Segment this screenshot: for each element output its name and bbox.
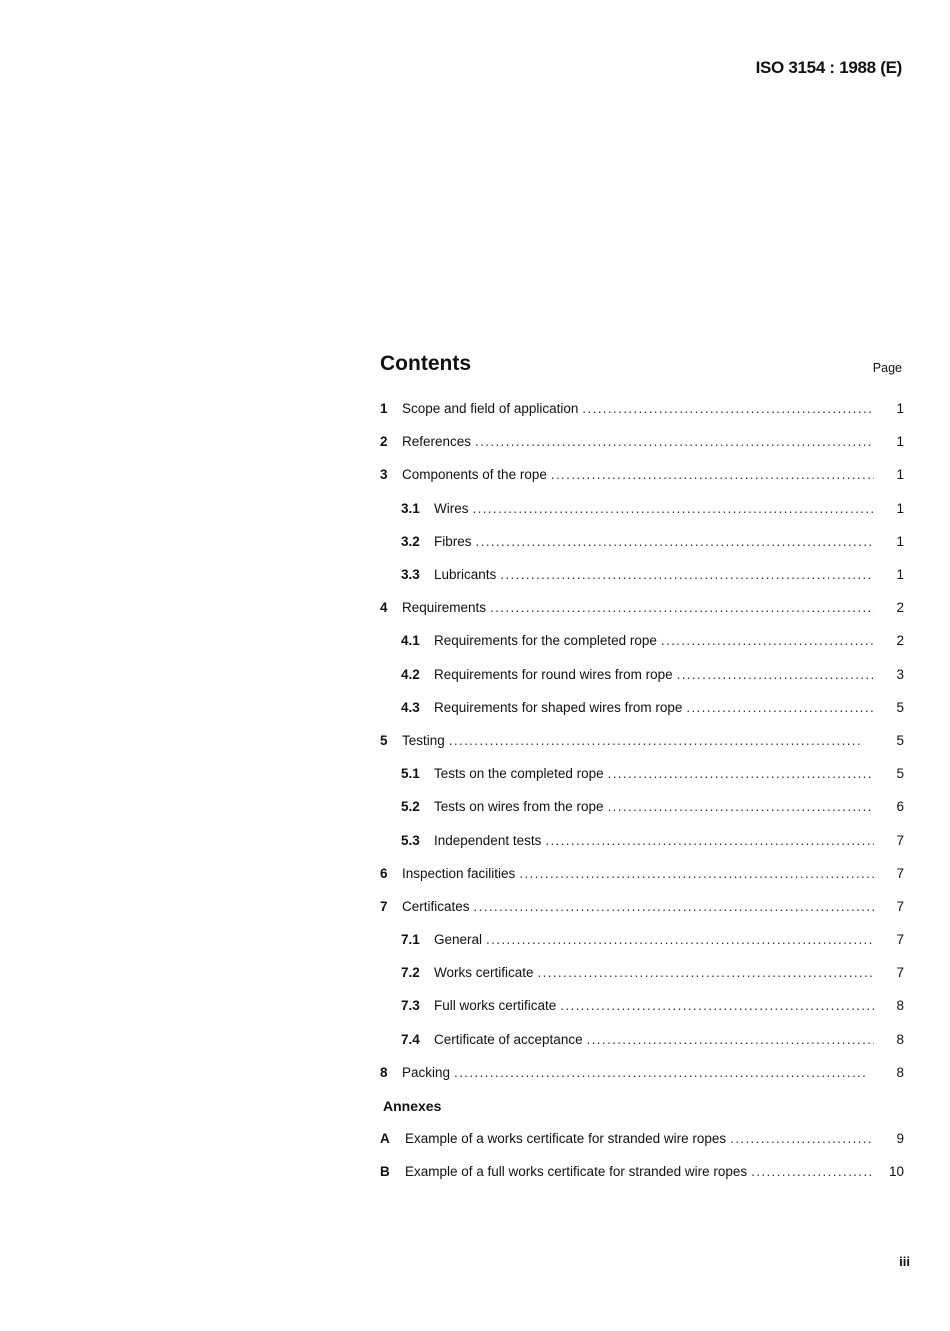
entry-number: 3.2 (401, 533, 420, 549)
annex-entry[interactable] (380, 1122, 908, 1155)
entry-title: Requirements for the completed rope (434, 633, 657, 649)
contents-title: Contents (380, 352, 471, 375)
toc-entry[interactable] (380, 591, 908, 624)
dot-leader (751, 1164, 874, 1179)
toc-list (380, 392, 908, 1089)
entry-number: 3.1 (401, 500, 420, 516)
entry-title: Certificates (402, 898, 470, 914)
dot-leader (473, 501, 875, 516)
entry-title: Testing (402, 732, 445, 748)
toc-entry[interactable] (380, 1056, 908, 1089)
dot-leader (608, 766, 874, 781)
dot-leader (661, 633, 874, 648)
table-of-contents (380, 352, 908, 1189)
entry-number: 4.1 (401, 633, 420, 649)
entry-number: 7 (380, 898, 388, 914)
dot-leader (551, 467, 874, 482)
entry-number: 7.1 (401, 932, 420, 948)
dot-leader (454, 1065, 874, 1080)
entry-number: 1 (380, 401, 388, 417)
entry-title: Tests on wires from the rope (434, 799, 604, 815)
dot-leader (730, 1131, 874, 1146)
dot-leader (476, 534, 874, 549)
toc-entry[interactable] (380, 492, 908, 525)
page-column-label: Page (872, 361, 902, 375)
dot-leader (608, 799, 874, 814)
entry-number: A (380, 1131, 390, 1147)
dot-leader (500, 567, 874, 582)
contents-header (380, 352, 908, 392)
entry-title: Independent tests (434, 832, 542, 848)
entry-page: 8 (896, 1064, 904, 1080)
entry-title: Example of a full works certificate for stranded wire ropes (405, 1164, 748, 1180)
entry-number: 5 (380, 732, 388, 748)
toc-entry[interactable] (380, 890, 908, 923)
entry-number: 4.2 (401, 666, 420, 682)
entry-title: Requirements (402, 600, 487, 616)
toc-entry[interactable] (380, 790, 908, 823)
dot-leader (545, 833, 874, 848)
entry-number: 4.3 (401, 699, 420, 715)
entry-number: 3 (380, 467, 388, 483)
entry-number: 4 (380, 600, 388, 616)
entry-page: 1 (896, 434, 904, 450)
toc-entry[interactable] (380, 1023, 908, 1056)
toc-entry[interactable] (380, 425, 908, 458)
entry-page: 1 (896, 533, 904, 549)
entry-number: 7.2 (401, 965, 420, 981)
entry-page: 5 (896, 732, 904, 748)
entry-page: 9 (896, 1131, 904, 1147)
entry-title: Packing (402, 1064, 451, 1080)
entry-page: 1 (896, 567, 904, 583)
entry-page: 8 (896, 1031, 904, 1047)
entry-title: Wires (434, 500, 469, 516)
page-number: iii (899, 1254, 910, 1269)
entry-title: General (434, 932, 483, 948)
dot-leader (519, 866, 874, 881)
toc-entry[interactable] (380, 823, 908, 856)
entry-page: 7 (896, 865, 904, 881)
toc-entry[interactable] (380, 757, 908, 790)
dot-leader (560, 998, 874, 1013)
toc-entry[interactable] (380, 956, 908, 989)
entry-title: Inspection facilities (402, 865, 516, 881)
entry-page: 5 (896, 699, 904, 715)
document-id: ISO 3154 : 1988 (E) (755, 58, 902, 77)
toc-entry[interactable] (380, 392, 908, 425)
dot-leader (486, 932, 874, 947)
toc-entry[interactable] (380, 558, 908, 591)
dot-leader (475, 434, 874, 449)
entry-number: 2 (380, 434, 388, 450)
entry-number: 5.2 (401, 799, 420, 815)
entry-page: 2 (896, 600, 904, 616)
entry-page: 5 (896, 766, 904, 782)
dot-leader (686, 700, 874, 715)
entry-title: Tests on the completed rope (434, 766, 604, 782)
toc-entry[interactable] (380, 691, 908, 724)
entry-title: Example of a works certificate for stranded wire ropes (405, 1131, 727, 1147)
dot-leader (449, 733, 874, 748)
entry-title: Full works certificate (434, 998, 557, 1014)
entry-number: B (380, 1164, 390, 1180)
entry-page: 7 (896, 832, 904, 848)
entry-number: 3.3 (401, 567, 420, 583)
annex-list (380, 1122, 908, 1188)
toc-entry[interactable] (380, 525, 908, 558)
entry-title: Requirements for shaped wires from rope (434, 699, 683, 715)
annexes-heading: Annexes (383, 1097, 442, 1114)
entry-title: Fibres (434, 533, 472, 549)
entry-number: 6 (380, 865, 388, 881)
entry-title: Components of the rope (402, 467, 547, 483)
toc-entry[interactable] (380, 989, 908, 1022)
dot-leader (582, 401, 874, 416)
entry-number: 7.3 (401, 998, 420, 1014)
dot-leader (538, 965, 874, 980)
entry-page: 7 (896, 932, 904, 948)
entry-title: Works certificate (434, 965, 534, 981)
entry-number: 5.3 (401, 832, 420, 848)
entry-page: 10 (888, 1164, 904, 1180)
entry-title: References (402, 434, 472, 450)
entry-page: 3 (896, 666, 904, 682)
entry-page: 1 (896, 467, 904, 483)
entry-number: 8 (380, 1064, 388, 1080)
toc-entry[interactable] (380, 658, 908, 691)
toc-entry[interactable] (380, 857, 908, 890)
dot-leader (474, 899, 874, 914)
entry-title: Scope and field of application (402, 401, 579, 417)
entry-page: 1 (896, 401, 904, 417)
entry-number: 5.1 (401, 766, 420, 782)
entry-page: 2 (896, 633, 904, 649)
dot-leader (587, 1032, 874, 1047)
toc-entry[interactable] (380, 724, 908, 757)
entry-page: 7 (896, 898, 904, 914)
entry-page: 7 (896, 965, 904, 981)
entry-page: 1 (896, 500, 904, 516)
entry-title: Certificate of acceptance (434, 1031, 583, 1047)
entry-title: Requirements for round wires from rope (434, 666, 673, 682)
annex-entry[interactable] (380, 1155, 908, 1188)
dot-leader (490, 600, 874, 615)
toc-entry[interactable] (380, 458, 908, 491)
entry-page: 8 (896, 998, 904, 1014)
entry-page: 6 (896, 799, 904, 815)
dot-leader (677, 667, 874, 682)
entry-number: 7.4 (401, 1031, 420, 1047)
toc-entry[interactable] (380, 624, 908, 657)
toc-entry[interactable] (380, 923, 908, 956)
entry-title: Lubricants (434, 567, 497, 583)
